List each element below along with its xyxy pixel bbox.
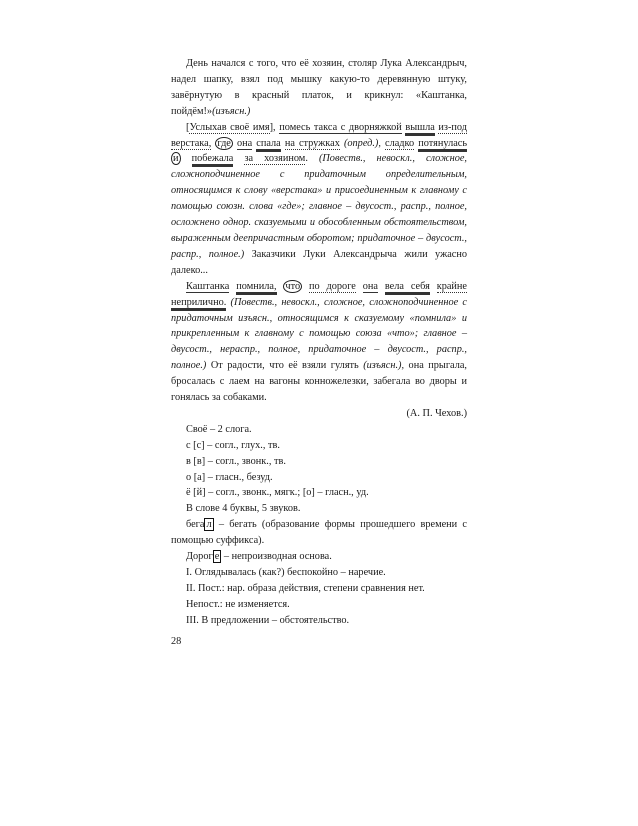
- analysis-line-7-rest: – бегать (образование формы прошедшего времени с помощью суффикса).: [171, 519, 467, 547]
- adverbial-5: по дороге: [308, 280, 356, 292]
- adverbial-3: сладко: [385, 137, 415, 149]
- adverbial-2: на стружках: [284, 137, 340, 149]
- adverbial-6: крайне: [436, 280, 467, 292]
- subject-3: Каштанка: [186, 280, 230, 292]
- analysis-line-4: о [а] – гласн., безуд.: [186, 471, 273, 483]
- paragraph-1-note: (изъясн.): [212, 105, 251, 117]
- analysis-line-5: ё [й] – согл., звонк., мягк.; [о] – гласн., уд.: [186, 487, 369, 499]
- predicate-5: помнила,: [236, 280, 277, 292]
- analysis-line-11: Непост.: не изменяется.: [186, 598, 290, 610]
- predicate-2: спала: [256, 137, 281, 149]
- subject-4: она: [362, 280, 378, 292]
- paragraph-3-tail: От радости, что её взяли гулять: [210, 360, 359, 372]
- paragraph-3-analysis: (Повеств., невоскл., сложное, сложноподчиненное с придаточным изъясн., относящимся к сказуемому «помнила» и прикрепленным к главному с помощью союза «что»; главное – двусост., нераспр., полное, придаточное – двусост., распр., полное.): [171, 296, 467, 372]
- subject-2: она: [236, 137, 253, 149]
- ending-box: е: [214, 551, 220, 563]
- predicate-6b: неприлично.: [171, 296, 227, 308]
- analysis-line-6: В слове 4 буквы, 5 звуков.: [186, 503, 301, 515]
- analysis-line-1: Своё – 2 слога.: [186, 423, 252, 435]
- page-number: 28: [171, 635, 182, 647]
- author-attribution: (А. П. Чехов.): [406, 407, 467, 419]
- paragraph-2-analysis: (Повеств., невоскл., сложное, сложноподчиненное с придаточным определительным, относящимся к слову «верстака» и присоединенным к главному с помощью союзн. слова «где»; главное – двусост., распр., полное, осложнено однор. сказуемыми и обособленным обстоятельством, выраженным деепричастным оборотом; придаточное – двусост., распр., полное.): [171, 153, 468, 260]
- analysis-line-8: [171, 549, 467, 565]
- paragraph-1: [171, 56, 467, 120]
- conj-circled: и: [173, 153, 179, 165]
- paragraph-2: [Услыхав своё имя], помесь такса с дворняжкой вышла из-под верстака, где она спала на стружках (опред.), сладко потянулась и побежала за хозяином. (Повеств., невоскл., сложное, сложноподчиненное с придаточным определительным, относящимся к слову «верстака» и присоединенным к главному с помощью союзн. слова «где»; главное – двусост., распр., полное, осложнено однор. сказуемыми и обособленным обстоятельством, выраженным деепричастным оборотом; придаточное – двусост., распр., полное.) Заказчики Луки Александрыча жили ужасно далеко...: [171, 121, 468, 276]
- bracket-open: [: [186, 121, 190, 133]
- document-page: [171, 56, 467, 650]
- analysis-line-3: в [в] – согл., звонк., тв.: [186, 455, 286, 467]
- predicate-6: вела себя: [384, 280, 430, 292]
- clause-note: (опред.),: [343, 137, 381, 149]
- conj-chto-circled: что: [285, 280, 301, 292]
- subject-1: помесь такса с дворняжкой: [279, 121, 402, 133]
- adverbial-4: за хозяином: [244, 153, 306, 165]
- paragraph-1-text: День начался с того, что её хозяин, столяр Лука Александрыч, надел шапку, взял под мышку какую-то деревянную штуку, завёрнутую в красный платок, и крикнул: «Каштанка, пойдём!»: [171, 58, 467, 117]
- analysis-line-10: II. Пост.: нар. образа действия, степени сравнения нет.: [186, 582, 425, 594]
- conj-word-circled: где: [217, 137, 231, 149]
- paragraph-3: [171, 279, 467, 406]
- bracket-close: ],: [269, 121, 276, 133]
- paragraph-3-tail-note: (изъясн.),: [363, 360, 405, 372]
- paragraph-3-tail2: она прыгала, бросалась с лаем на вагоны конножелезки, забегала во дворы и гонялась за собаками.: [171, 360, 467, 404]
- analysis-line-2: с [с] – согл., глух., тв.: [186, 439, 280, 451]
- analysis-line-8-rest: – непроизводная основа.: [223, 551, 332, 563]
- predicate-1: вышла: [405, 121, 435, 133]
- word-stem: бега: [186, 519, 205, 531]
- predicate-4: побежала: [191, 153, 234, 165]
- participle-phrase: Услыхав своё имя: [189, 121, 270, 133]
- paragraph-2-tail: Заказчики Луки Александрыча жили ужасно далеко...: [171, 248, 467, 276]
- predicate-3: потянулась: [418, 137, 468, 149]
- analysis-line-7: [171, 517, 467, 549]
- suffix-box: л: [206, 519, 212, 531]
- analysis-line-9: I. Оглядывалась (как?) беспокойно – наречие.: [186, 567, 386, 578]
- adverbial-1: из-под верстака,: [171, 121, 467, 149]
- word-stem-2: Дорог: [186, 551, 213, 563]
- analysis-line-12: III. В предложении – обстоятельство.: [186, 614, 350, 626]
